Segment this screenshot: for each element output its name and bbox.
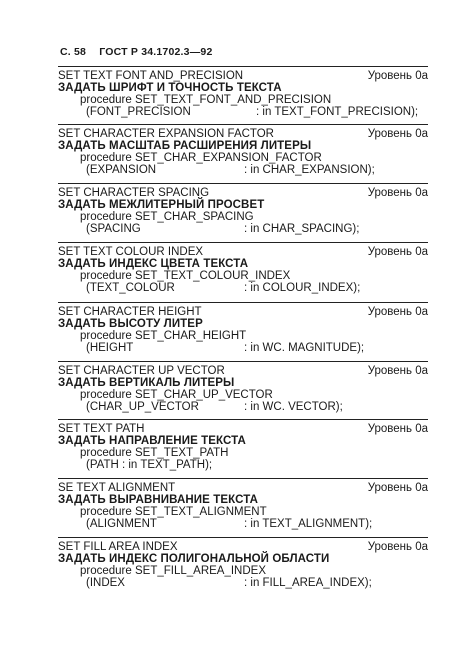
section-rule <box>58 478 428 479</box>
section-level: Уровень 0а <box>367 306 428 318</box>
section-subtitle: ЗАДАТЬ ВЕРТИКАЛЬ ЛИТЕРЫ <box>58 377 235 389</box>
parameter-name: (EXPANSION <box>86 164 157 176</box>
section-subtitle: ЗАДАТЬ ВЫСОТУ ЛИТЕР <box>58 318 203 330</box>
section-title: SET CHARACTER UP VECTOR <box>58 365 225 377</box>
parameter-line <box>86 106 419 119</box>
standard-code: ГОСТ Р 34.1702.3—92 <box>99 46 213 58</box>
parameter-name: (HEIGHT <box>86 342 134 354</box>
section-title: SET TEXT COLOUR INDEX <box>58 246 204 258</box>
section-subtitle: ЗАДАТЬ ИНДЕКС ЦВЕТА ТЕКСТА <box>58 258 249 270</box>
parameter-line <box>86 223 360 236</box>
parameter-type: : in CHAR_EXPANSION); <box>244 164 375 176</box>
section-rule <box>58 302 428 303</box>
procedure-signature: procedure SET_TEXT_ALIGNMENT <box>80 506 267 518</box>
parameter-name: (INDEX <box>86 577 125 589</box>
section-level: Уровень 0а <box>367 541 428 553</box>
parameter-type: : in WC. VECTOR); <box>244 401 343 413</box>
section-title: SET FILL AREA INDEX <box>58 541 178 553</box>
parameter-name: (TEXT_COLOUR <box>86 282 175 294</box>
parameter-type: : in TEXT_ALIGNMENT); <box>244 518 373 530</box>
procedure-signature: procedure SET_FILL_AREA_INDEX <box>80 565 267 577</box>
parameter-line <box>86 401 343 414</box>
parameter-line <box>86 342 365 355</box>
section-level: Уровень 0а <box>367 365 428 377</box>
section-rule <box>58 419 428 420</box>
procedure-signature: procedure SET_CHAR_HEIGHT <box>80 330 247 342</box>
procedure-signature: procedure SET_CHAR_EXPANSION_FACTOR <box>80 152 322 164</box>
page-header <box>60 46 212 58</box>
section-rule <box>58 183 428 184</box>
parameter-name: (CHAR_UP_VECTOR <box>86 401 199 413</box>
section-subtitle: ЗАДАТЬ МАСШТАБ РАСШИРЕНИЯ ЛИТЕРЫ <box>58 140 312 152</box>
section-rule <box>58 66 428 67</box>
procedure-signature: procedure SET_TEXT_PATH <box>80 447 229 459</box>
parameter-line <box>86 164 375 177</box>
section-title: SET CHARACTER EXPANSION FACTOR <box>58 128 274 140</box>
section-rule <box>58 242 428 243</box>
page-number: С. 58 <box>60 46 87 58</box>
section-rule <box>58 361 428 362</box>
section-subtitle: ЗАДАТЬ НАПРАВЛЕНИЕ ТЕКСТА <box>58 435 246 447</box>
section-level: Уровень 0а <box>367 70 428 82</box>
section-title: SE TEXT ALIGNMENT <box>58 482 176 494</box>
parameter-name: (FONT_PRECISION <box>86 106 191 118</box>
section-title: SET TEXT FONT AND_PRECISION <box>58 70 244 82</box>
parameter-type: : in CHAR_SPACING); <box>244 223 360 235</box>
procedure-signature: procedure SET_CHAR_SPACING <box>80 211 254 223</box>
parameter-line <box>86 518 373 531</box>
section-level: Уровень 0а <box>367 187 428 199</box>
parameter-type: : in COLOUR_INDEX); <box>244 282 361 294</box>
section-rule <box>58 124 428 125</box>
section-subtitle: ЗАДАТЬ ВЫРАВНИВАНИЕ ТЕКСТА <box>58 494 259 506</box>
section-rule <box>58 537 428 538</box>
section-title: SET CHARACTER HEIGHT <box>58 306 202 318</box>
section-subtitle: ЗАДАТЬ ИНДЕКС ПОЛИГОНАЛЬНОЙ ОБЛАСТИ <box>58 553 330 565</box>
section-level: Уровень 0а <box>367 423 428 435</box>
section-level: Уровень 0а <box>367 246 428 258</box>
procedure-signature: procedure SET_CHAR_UP_VECTOR <box>80 389 273 401</box>
parameter-type: : in WC. MAGNITUDE); <box>244 342 365 354</box>
parameter-type: : in TEXT_FONT_PRECISION); <box>256 106 419 118</box>
parameter-name: (ALIGNMENT <box>86 518 157 530</box>
parameter-name: (SPACING <box>86 223 141 235</box>
section-subtitle: ЗАДАТЬ МЕЖЛИТЕРНЫЙ ПРОСВЕТ <box>58 199 265 211</box>
section-subtitle: ЗАДАТЬ ШРИФТ И ТОЧНОСТЬ ТЕКСТА <box>58 82 282 94</box>
procedure-signature: procedure SET_TEXT_FONT_AND_PRECISION <box>80 94 332 106</box>
section-title: SET CHARACTER SPACING <box>58 187 210 199</box>
section-level: Уровень 0а <box>367 482 428 494</box>
parameter-line <box>86 282 361 295</box>
parameter-name: (PATH : in TEXT_PATH); <box>86 459 213 471</box>
section-level: Уровень 0а <box>367 128 428 140</box>
parameter-line <box>86 577 372 590</box>
parameter-type: : in FILL_AREA_INDEX); <box>244 577 372 589</box>
parameter-line <box>86 459 212 472</box>
procedure-signature: procedure SET_TEXT_COLOUR_INDEX <box>80 270 291 282</box>
section-title: SET TEXT PATH <box>58 423 145 435</box>
